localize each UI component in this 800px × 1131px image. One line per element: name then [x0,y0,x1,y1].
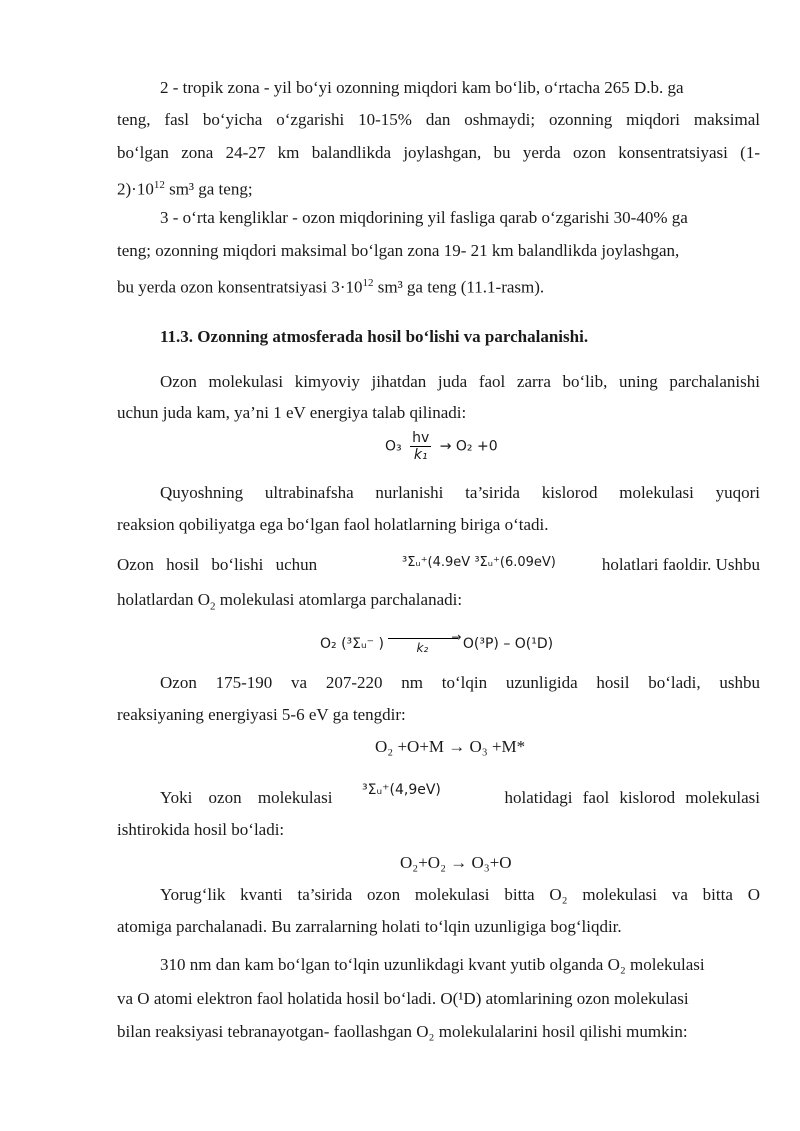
text: holatidagi faol kislorod molekulasi [504,788,760,807]
section-heading: 11.3. Ozonning atmosferada hosil bo‘lishi va parchalanishi. [160,327,589,346]
reaction-arrow: → k₂ [388,630,458,658]
p5-line-2 [117,590,462,616]
p4-line-2: reaksion qobiliyatga ega bo‘lgan faol holatlarning biriga o‘tadi. [117,515,549,534]
p6-line-2: reaksiyaning energiyasi 5-6 eV ga tengdir: [117,705,406,724]
eq-right: O(³P) – O(¹D) [462,636,554,652]
text: sm³ ga teng; [164,179,253,199]
eq-left: O₃ [385,438,402,455]
p9-line-3: bilan reaksiyasi tebranayotgan- faollashgan O₂ molekulalarini hosil qilishi mumkin: [117,1022,688,1041]
eq-denominator: k₁ [413,447,428,463]
text: Yoki ozon molekulasi [160,788,333,807]
p9-line-1: 310 nm dan kam bo‘lgan to‘lqin uzunlikdagi kvant yutib olganda O₂ molekulasi [160,955,705,974]
eq-right: → O₂ +0 [439,438,498,455]
superscript: 12 [362,277,374,289]
p2-line-3 [117,273,544,298]
p1-line-4 [117,175,253,200]
p3-line-1: Ozon molekulasi kimyoviy jihatdan juda faol zarra bo‘lib, uning parchalanishi [160,372,760,391]
text: 2 - tropik zona - yil bo‘yi ozonning miqdori kam bo‘lib, o‘rtacha 265 D.b. ga [160,78,684,97]
state-formula: ³Σᵤ⁺(4.9eV ³Σᵤ⁺(6.09eV) [402,555,556,570]
p5-line-1 [117,555,760,575]
text: 2)·10 [117,179,154,199]
p8-line-1: Yorug‘lik kvanti ta’sirida ozon molekulasi bitta O₂ molekulasi va bitta O [160,885,760,904]
equation-3: O₂ +O+M → O₃ +M* [375,737,526,756]
p8-line-2: atomiga parchalanadi. Bu zarralarning holati to‘lqin uzunligiga bog‘liqdir. [117,917,622,936]
text: sm³ ga teng (11.1-rasm). [373,277,545,297]
p1-line-1 [160,78,760,98]
p7-line-1 [160,782,760,808]
superscript: 12 [153,179,165,191]
equation-4: O₂+O₂ → O₃+O [400,853,512,872]
p7-line-2: ishtirokida hosil bo‘ladi: [117,820,285,839]
p2-line-2: teng; ozonning miqdori maksimal bo‘lgan zona 19- 21 km balandlikda joylashgan, [117,241,680,260]
p4-line-1: Quyoshning ultrabinafsha nurlanishi ta’sirida kislorod molekulasi yuqori [160,483,760,502]
eq-left: O₂ (³Σᵤ⁻ ) [320,636,384,652]
eq-rate-constant: k₂ [416,641,429,655]
text: bu yerda ozon konsentratsiyasi 3·10 [117,277,363,297]
p2-line-1: 3 - o‘rta kengliklar - ozon miqdorining yil fasliga qarab o‘zgarishi 30-40% ga [160,208,688,227]
text: holatlardan O [117,590,210,609]
state-formula: ³Σᵤ⁺(4,9eV) [362,782,441,798]
p3-line-2: uchun juda kam, ya’ni 1 eV energiya talab qilinadi: [117,403,467,422]
subscript: 2 [210,600,216,613]
eq-fraction [410,430,431,463]
p1-line-3: bo‘lgan zona 24-27 km balandlikda joylashgan, bu yerda ozon konsentratsiyasi (1- [117,143,760,162]
text: Ozon hosil bo‘lishi uchun [117,555,318,574]
text: holatlari faoldir. Ushbu [601,555,760,574]
text: molekulasi atomlarga parchalanadi: [215,590,463,609]
p9-line-2: va O atomi elektron faol holatida hosil bo‘ladi. O(¹D) atomlarining ozon molekulasi [117,989,689,1008]
p6-line-1: Ozon 175-190 va 207-220 nm to‘lqin uzunligida hosil bo‘ladi, ushbu [160,673,760,692]
equation-2 [320,630,553,658]
eq-numerator: hv [412,430,430,446]
equation-1 [385,430,498,463]
p1-line-2: teng, fasl bo‘yicha o‘zgarishi 10-15% dan oshmaydi; ozonning miqdori maksimal [117,110,760,129]
